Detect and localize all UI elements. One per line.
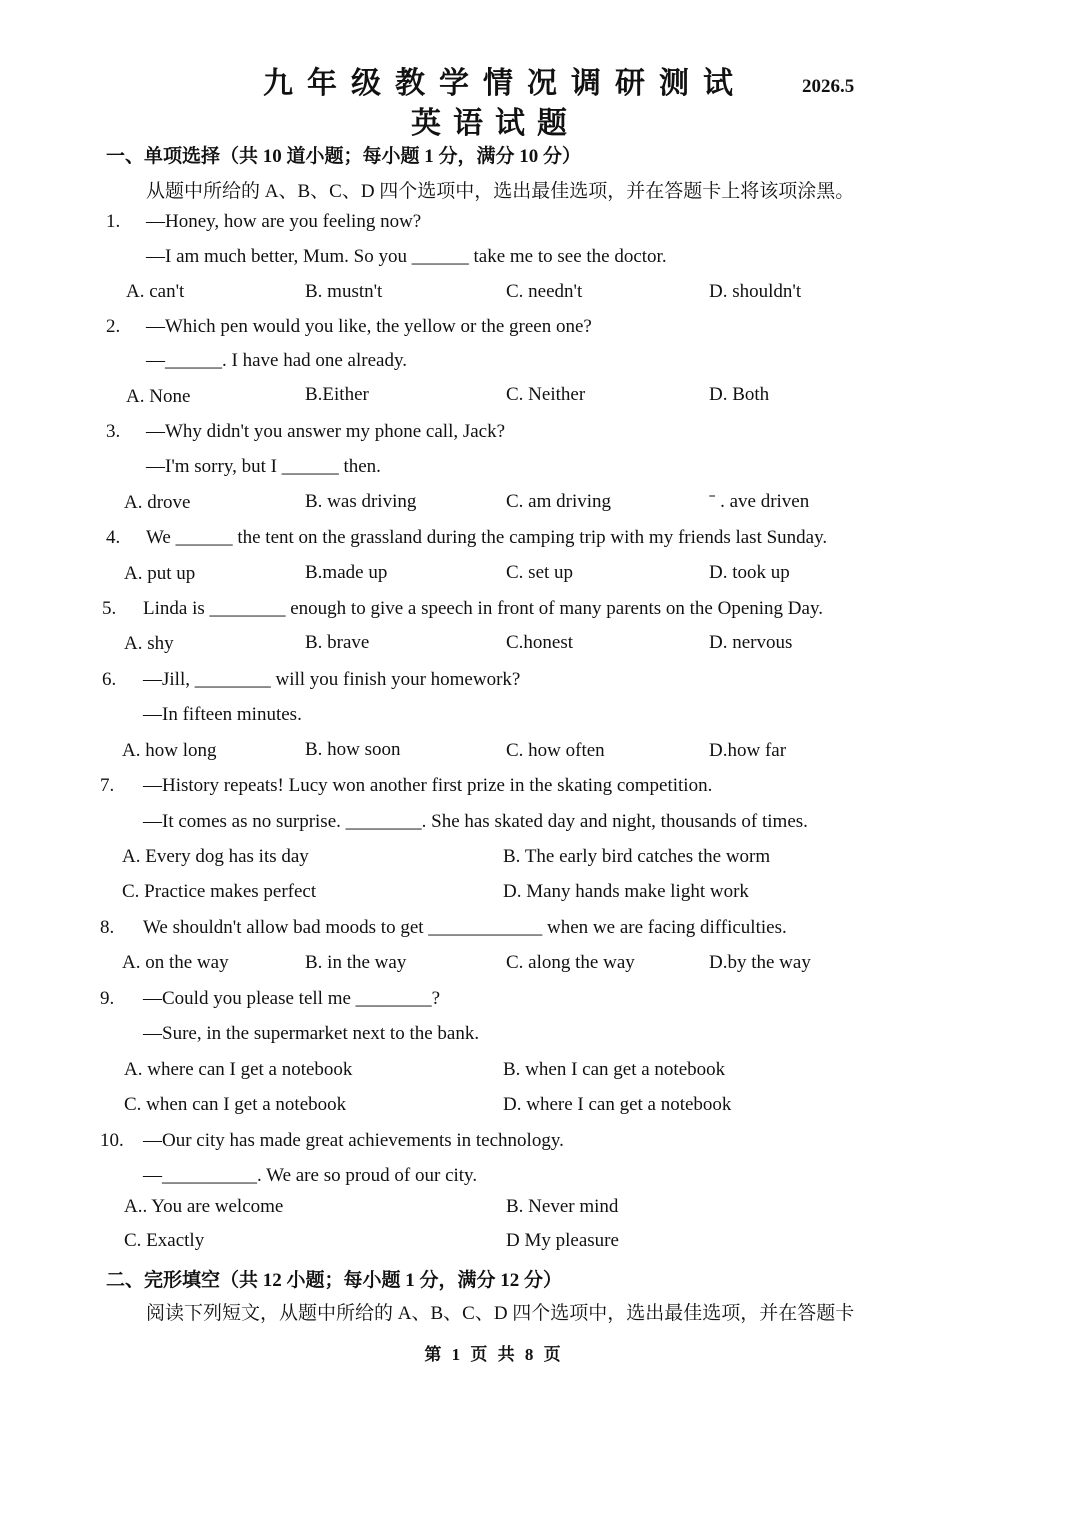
option-a: A. None — [126, 386, 191, 407]
option-d: D. where I can get a notebook — [503, 1094, 732, 1115]
question-number: 9. — [100, 988, 115, 1009]
question-line: —______. I have had one already. — [146, 350, 407, 371]
option-c: C. Practice makes perfect — [122, 881, 317, 902]
option-b: B. brave — [305, 632, 370, 653]
option-a: A. on the way — [122, 952, 229, 973]
option-c: C. needn't — [506, 281, 583, 302]
question-line: —Why didn't you answer my phone call, Jack? — [146, 421, 506, 442]
exam-date: 2026.5 — [802, 76, 855, 97]
option-c: C. Exactly — [124, 1230, 205, 1251]
question-number: 5. — [102, 598, 117, 619]
option-c: C. set up — [506, 562, 574, 583]
option-a: A. drove — [124, 492, 191, 513]
option-d: D. took up — [709, 562, 790, 583]
exam-subject: 英语试题 — [411, 107, 579, 140]
option-c: C.honest — [506, 632, 574, 653]
question-line: —Sure, in the supermarket next to the bank. — [143, 1023, 480, 1044]
option-a: A. where can I get a notebook — [124, 1059, 353, 1080]
option-d: D. Both — [709, 384, 770, 405]
option-d: D. shouldn't — [709, 281, 802, 302]
question-line: —Which pen would you like, the yellow or the green one? — [146, 316, 592, 337]
option-c: C. how often — [506, 740, 605, 761]
option-b: B. how soon — [305, 739, 401, 760]
option-c: C. am driving — [506, 491, 612, 512]
option-a: A. can't — [126, 281, 185, 302]
option-d: D. Many hands make light work — [503, 881, 749, 902]
section2-heading: 二、完形填空（共 12 小题；每小题 1 分，满分 12 分） — [106, 1270, 563, 1291]
section2-instruction: 阅读下列短文，从题中所给的 A、B、C、D 四个选项中，选出最佳选项，并在答题卡 — [146, 1303, 855, 1324]
question-line: —It comes as no surprise. ________. She has skated day and night, thousands of times. — [143, 811, 808, 832]
question-line: —Jill, ________ will you finish your homework? — [143, 669, 521, 690]
exam-title: 九年级教学情况调研测试 — [263, 67, 747, 100]
question-line: Linda is ________ enough to give a speech in front of many parents on the Opening Day. — [143, 598, 823, 619]
option-c: C. along the way — [506, 952, 635, 973]
option-b: B.made up — [305, 562, 388, 583]
question-line: —Honey, how are you feeling now? — [146, 211, 422, 232]
question-number: 8. — [100, 917, 115, 938]
option-a: A. put up — [124, 563, 196, 584]
question-line: —I am much better, Mum. So you ______ take me to see the doctor. — [146, 246, 667, 267]
option-d: ˉ . ave driven — [709, 491, 810, 512]
question-number: 6. — [102, 669, 117, 690]
option-b: B. in the way — [305, 952, 407, 973]
question-number: 3. — [106, 421, 121, 442]
question-line: —__________. We are so proud of our city. — [143, 1165, 478, 1186]
option-a: A. shy — [124, 633, 174, 654]
option-b: B.Either — [305, 384, 369, 405]
question-line: We ______ the tent on the grassland during the camping trip with my friends last Sunday. — [146, 527, 828, 548]
question-number: 4. — [106, 527, 121, 548]
option-d: D My pleasure — [506, 1230, 619, 1251]
option-a: A. how long — [122, 740, 217, 761]
option-a: A. Every dog has its day — [122, 846, 309, 867]
question-line: —In fifteen minutes. — [143, 704, 302, 725]
option-d: D.how far — [709, 740, 787, 761]
section1-heading: 一、单项选择（共 10 道小题；每小题 1 分，满分 10 分） — [106, 146, 582, 167]
page-number: 第 1 页 共 8 页 — [424, 1345, 564, 1364]
question-line: We shouldn't allow bad moods to get ____________ when we are facing difficulties. — [143, 917, 787, 938]
option-d: D. nervous — [709, 632, 793, 653]
question-line: —I'm sorry, but I ______ then. — [146, 456, 381, 477]
option-b: B. The early bird catches the worm — [503, 846, 771, 867]
question-number: 1. — [106, 211, 121, 232]
question-number: 7. — [100, 775, 115, 796]
option-b: B. mustn't — [305, 281, 383, 302]
option-c: C. when can I get a notebook — [124, 1094, 347, 1115]
question-number: 2. — [106, 316, 121, 337]
question-line: —History repeats! Lucy won another first prize in the skating competition. — [143, 775, 713, 796]
option-b: B. when I can get a notebook — [503, 1059, 726, 1080]
option-a: A.. You are welcome — [124, 1196, 284, 1217]
option-c: C. Neither — [506, 384, 586, 405]
question-line: —Could you please tell me ________? — [143, 988, 441, 1009]
option-b: B. was driving — [305, 491, 417, 512]
question-line: —Our city has made great achievements in technology. — [143, 1130, 564, 1151]
section1-instruction: 从题中所给的 A、B、C、D 四个选项中，选出最佳选项，并在答题卡上将该项涂黑。 — [146, 181, 855, 202]
question-number: 10. — [100, 1130, 124, 1151]
option-b: B. Never mind — [506, 1196, 619, 1217]
option-d: D.by the way — [709, 952, 811, 973]
